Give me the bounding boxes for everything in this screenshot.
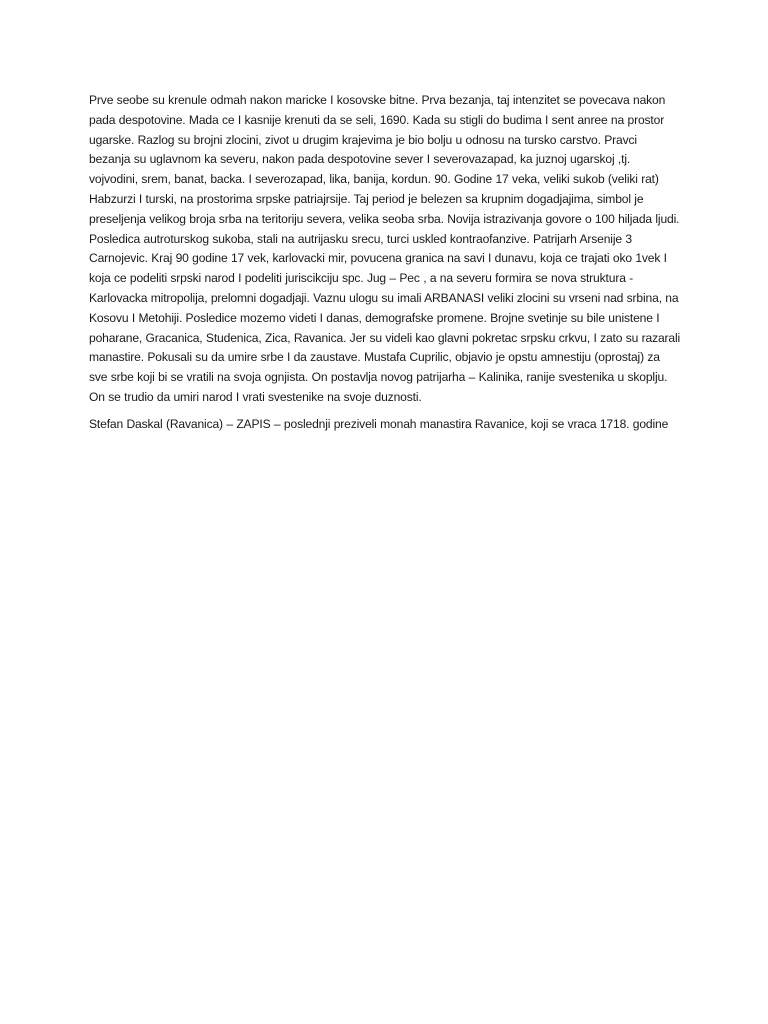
document-body xyxy=(89,91,681,442)
paragraph-migrations: Prve seobe su krenule odmah nakon maricke I kosovske bitne. Prva bezanja, taj intenzitet se povecava nakon pada despotovine. Mada ce I kasnije krenuti da se seli, 1690. Kada su stigli do budima I sent anree na prostor ugarske. Razlog su brojni zlocini, zivot u drugim krajevima je bio bolju u odnosu na tursko carstvo. Pravci bezanja su uglavnom ka severu, nakon pada despotovine sever I severovazapad, ka juznoj ugarskoj ,tj. vojvodini, srem, banat, backa. I severozapad, lika, banija, kordun. 90. Godine 17 veka, veliki sukob (veliki rat) Habzurzi I turski, na prostorima srpske patriajrsije. Taj period je belezen sa krupnim dogadjajima, simbol je preseljenja velikog broja srba na teritoriju severa, velika seoba srba. Novija istrazivanja govore o 100 hiljada ljudi. Posledica autroturskog sukoba, stali na autrijasku srecu, turci uskled kontraofanzive. Patrijarh Arsenije 3 Carnojevic. Kraj 90 godine 17 vek, karlovacki mir, povucena granica na savi I dunavu, koja ce trajati oko 1vek I koja ce podeliti srpski narod I podeliti juriscikciju spc. Jug – Pec , a na severu formira se nova struktura - Karlovacka mitropolija, prelomni dogadjaji. Vaznu ulogu su imali ARBANASI veliki zlocini su vrseni nad srbina, na Kosovu I Metohiji. Posledice mozemo videti I danas, demografske promene. Brojne svetinje su bile unistene I poharane, Gracanica, Studenica, Zica, Ravanica. Jer su videli kao glavni pokretac srpsku crkvu, I zato su razarali manastire. Pokusali su da umire srbe I da zaustave. Mustafa Cuprilic, objavio je opstu amnestiju (oprostaj) za sve srbe koji bi se vratili na svoja ognjista. On postavlja novog patrijarha – Kalinika, ranije svestenika u skoplju. On se trudio da umiri narod I vrati svestenike na svoje duznosti. xyxy=(89,93,681,404)
paragraph-stefan-daskal: Stefan Daskal (Ravanica) – ZAPIS – poslednji preziveli monah manastira Ravanice, koji se vraca 1718. godine xyxy=(89,416,669,431)
